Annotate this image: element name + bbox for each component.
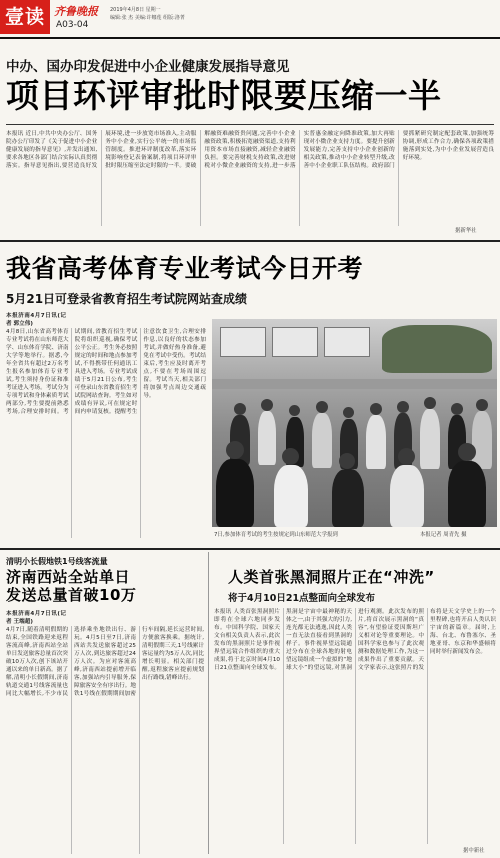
footer-credit: 据中新社 — [463, 848, 485, 854]
person-figure — [366, 415, 386, 469]
person-figure — [332, 469, 364, 527]
person-head — [458, 443, 476, 461]
header-rule — [0, 37, 500, 39]
story1-headline: 项目环评审批时限要压缩一半 — [6, 76, 442, 115]
story1-body: 本报讯 近日,中共中央办公厅、国务院办公厅印发了《关于促进中小企业健康发展的指导意见》,并发出通知,要求各地区各部门结合实际认真贯彻落实。指导意见指出,要营造良好发展环境,进一步放宽市场准入,主动服务中小企业,实行公平统一的市场监管制度。推进环评制度改革,落实环境影响登记表备案制,将项目环评审批时限压缩至法定时限的一半。要破解融资难融资贵问题,完善中小企业融资政策,积极拓宽融资渠道,支持利用资本市场直接融资,减轻企业融资负担。要完善财税支持政策,改进财税对小微企业融资的支持,进一步落实普惠金融定向降准政策,加大再贴现对小微企业支持力度。要提升创新发展能力,完善支持中小企业创新的相关政策,推动中小企业转型升级,改善中小企业职工队伍结构。政府部门要抓紧研究制定配套政策,加强统筹协调,形成工作合力,确保各项政策措施落到实处,为中小企业发展营造良好环境。 — [6, 131, 494, 169]
story3-body: 4月7日,随着清明假期的结束,全国铁路迎来返程客流高峰,济南西站全站单日发送旅客总量首次突破10万人次,创下该站开通以来的单日新高。据了解,清明小长假期间,济南轨道交通1号线客流量也同比大幅增长,不少市民选择乘坐地铁出行、游玩。4月5日至7日,济南西站共发送旅客超过25万人次,到达旅客超过24万人次。为应对客流高峰,济南西站提前增开临客,加强站内引导服务,保障旅客安全有序出行。地铁1号线在假期期间加密行车间隔,延长运营时间,方便旅客换乘。据统计,清明假期三天,1号线累计客运量约为5万人次,同比增长明显。相关部门提醒,返程旅客应提前规划出行路线,错峰出行。 — [6, 627, 204, 697]
story3-headline-line1: 济南西站全站单日 — [6, 568, 131, 586]
story2-subhead: 5月21日可登录省教育招生考试院网站查成绩 — [6, 292, 248, 306]
newspaper-logo: 齐鲁晚报 — [54, 5, 98, 18]
story4-body: 本报讯 人类首张黑洞照片即将在全球六地同步发布。中国科学院、国家天文台相关负责人表示,此次发布的黑洞照片是事件视界望远镜合作组织的重大成果,将于北京时间4月10日21点整面向全球发布。黑洞是宇宙中最神秘的天体之一,由于其强大的引力,连光都无法逃逸,因此人类一直无法直接看到黑洞的样子。事件视界望远镜通过分布在全球各地的射电望远镜组成一个虚拟的“地球大小”的望远镜,对黑洞进行观测。此次发布的照片,将首次展示黑洞的“真容”,有望验证爱因斯坦广义相对论等重要理论。中国科学家也参与了此次观测和数据处理工作,为这一成果作出了重要贡献。天文学家表示,这张照片的发布将是天文学史上的一个里程碑,也将开启人类认识宇宙的新篇章。届时,上海、台北、布鲁塞尔、圣地亚哥、东京和华盛顿将同时举行新闻发布会。 — [214, 609, 496, 671]
person-head — [398, 448, 415, 465]
person-head — [226, 441, 244, 459]
person-head — [282, 448, 299, 465]
story1-kicker: 中办、国办印发促进中小企业健康发展指导意见 — [6, 59, 290, 75]
photo-credit: 本报记者 周青先 摄 — [420, 532, 467, 538]
story2-headline: 我省高考体育专业考试今日开考 — [6, 254, 364, 283]
person-head — [370, 403, 382, 415]
person-head — [424, 397, 436, 409]
tree-foliage — [382, 325, 492, 373]
person-figure — [390, 465, 424, 527]
story2-byline: 本报济南4月7日讯(记者 郭立伟) — [6, 313, 66, 327]
person-figure — [472, 411, 492, 469]
story2-body: 4月8日,山东省高考体育专业考试将在山东师范大学、山东体育学院、济南大学等地举行。据悉,今年全省共有超过2万名考生报名参加体育专业考试,考生须持身份证和准考证进入考场。考试分为专项考试和身体素质考试两部分,考生要提前熟悉考场,合理安排时间。考试期间,省教育招生考试院将组织巡视,确保考试公平公正。考生务必按照规定的时间和地点参加考试,不得携带任何通讯工具进入考场。专业考试成绩于5月21日公布,考生可登录山东省教育招生考试院网站查询。考生如对成绩有异议,可在规定时间内申请复核。提醒考生注意饮食卫生,合理安排作息,以良好的状态参加考试,并做好热身准备,避免在考试中受伤。考试结束后,考生应及时离开考点,不要在考场周围逗留。考试当天,相关部门将加强考点周边交通疏导。 — [6, 329, 206, 415]
story4-subhead: 将于4月10日21点整面向全球发布 — [228, 593, 376, 604]
story3-headline-line2: 发送总量首破10万 — [6, 586, 137, 604]
photo-caption: 7日,参加体育考试的考生按规定到山东师范大学报到 — [214, 532, 338, 538]
person-figure — [312, 413, 332, 468]
story3-kicker: 清明小长假地铁1号线客流量 — [6, 557, 108, 566]
editor-line: 编辑:张 杰 美编:许娜莲 组版:洛菁 — [110, 15, 185, 21]
window-pane — [272, 327, 318, 357]
story2-bottom-rule — [0, 548, 500, 550]
person-head — [261, 399, 273, 411]
person-figure — [448, 461, 486, 527]
column-divider — [208, 552, 209, 854]
story1-bottom-rule — [0, 240, 500, 242]
date-line: 2019年4月8日 星期一 — [110, 7, 161, 13]
person-head — [289, 405, 300, 416]
person-figure — [258, 411, 276, 465]
person-head — [343, 407, 354, 418]
window-pane — [220, 327, 266, 357]
story3-byline: 本报济南4月7日讯(记者 王端超) — [6, 611, 66, 625]
person-head — [476, 399, 488, 411]
person-head — [339, 453, 355, 469]
person-figure — [420, 409, 440, 469]
building-ledge — [212, 379, 497, 389]
page-code: A03-04 — [56, 20, 89, 30]
person-figure — [274, 465, 308, 527]
person-figure — [216, 459, 254, 527]
section-badge: 壹读 — [0, 0, 50, 34]
person-head — [397, 401, 409, 413]
person-head — [316, 401, 328, 413]
exam-photo — [212, 319, 497, 527]
person-head — [234, 403, 246, 415]
window-pane — [324, 327, 370, 357]
story4-headline: 人类首张黑洞照片正在“冲洗” — [228, 568, 435, 586]
story1-byline: 据新华社 — [455, 228, 477, 234]
person-head — [451, 403, 463, 415]
story1-rule — [6, 124, 494, 125]
